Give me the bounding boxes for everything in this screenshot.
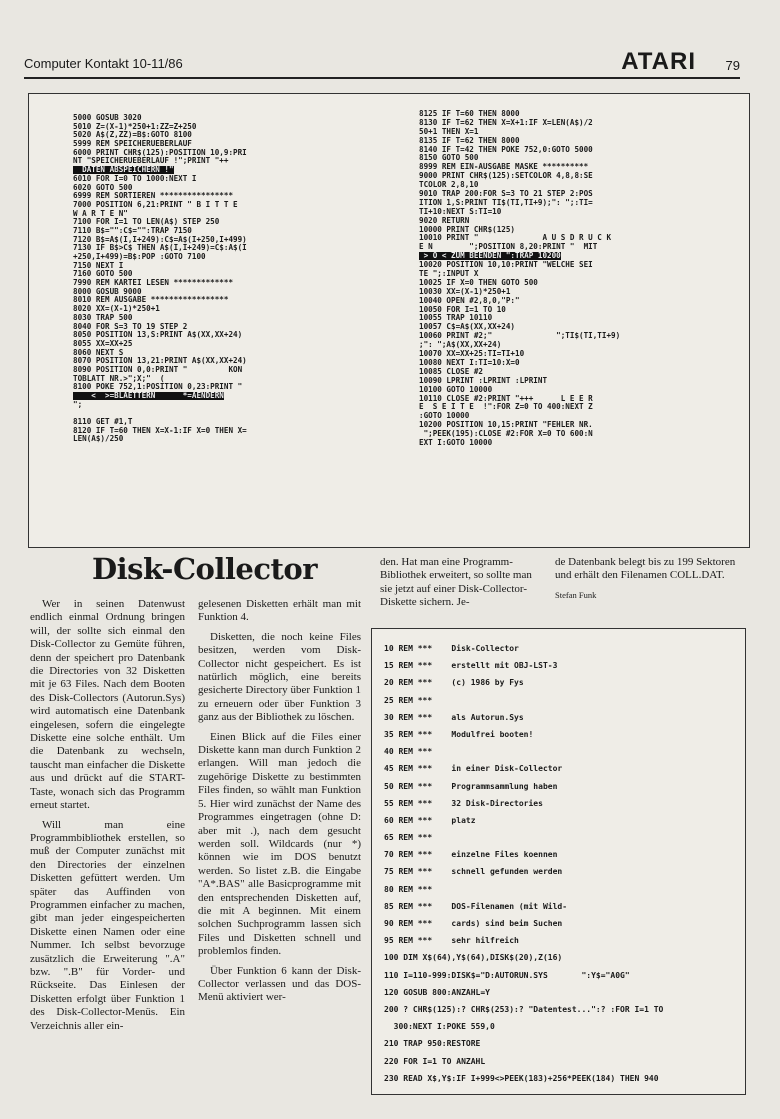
code-text: 20 REM *** (c) 1986 by Fys <box>384 678 524 688</box>
code-line <box>384 714 739 731</box>
code-text: TE ";:INPUT X <box>419 270 479 279</box>
code-line <box>73 331 373 340</box>
code-line <box>384 1075 739 1092</box>
code-line <box>73 114 373 123</box>
code-line <box>419 377 749 386</box>
code-line <box>73 401 373 410</box>
code-text: 8120 IF T=60 THEN X=X-1:IF X=0 THEN X= <box>73 426 247 435</box>
code-text: 7120 B$=A$(I,I+249):C$=A$(I+250,I+499) <box>73 235 247 244</box>
code-text: 8055 XX=XX+25 <box>73 339 133 348</box>
code-line <box>419 190 749 199</box>
code-text: 300:NEXT I:POKE 559,0 <box>384 1022 495 1032</box>
code-line <box>384 886 739 903</box>
code-text: 6000 PRINT CHR$(125):POSITION 10,9:PRI <box>73 148 247 157</box>
code-text: 10200 POSITION 10,15:PRINT "FEHLER NR. <box>419 421 593 430</box>
code-text: 75 REM *** schnell gefunden werden <box>384 867 563 877</box>
code-text: 40 REM *** <box>384 747 433 757</box>
code-text: 10060 PRINT #2;" ";TI$(TI,TI+9) <box>419 332 621 341</box>
code-line <box>419 146 749 155</box>
code-text: 10 REM *** Disk-Collector <box>384 644 519 653</box>
listing-2-lines <box>384 645 739 1092</box>
code-text: W A R T E N" <box>73 209 128 218</box>
code-line <box>73 366 373 375</box>
code-line <box>73 383 373 392</box>
code-line <box>419 270 749 279</box>
code-line <box>384 834 739 851</box>
code-text: LEN(A$)/250 <box>73 435 124 444</box>
code-line <box>419 403 749 412</box>
code-text: 8110 GET #1,T <box>73 418 133 427</box>
code-text: 30 REM *** als Autorun.Sys <box>384 712 524 722</box>
code-text: 10070 XX=XX+25:TI=TI+10 <box>419 350 525 359</box>
paragraph: Einen Blick auf die Files einer Diskette kann man durch Funktion 2 erlangen. Will man jedoch die zugehörige Diskette zu bestimmten Files finden, so wählt man Funktion 5. Hier wird zunächst der Name des Programmes eingetragen (ohne D: aber mit .), nach dem gesucht werden soll. Wildcards (nur *) können wie im DOS benutzt werden. So listet z.B. die Eingabe "A*.BAS" alle Basicprogramme mit den entsprechenden Disketten auf, die mit A beginnen. Mit einem solchen Suchprogramm lassen sich Files und Disketten schnell und problemlos finden. <box>198 730 361 958</box>
code-text: E S E I T E !":FOR Z=0 TO 400:NEXT Z <box>419 403 593 412</box>
code-line <box>419 368 749 377</box>
code-line <box>73 435 373 444</box>
code-text: 10030 XX=(X-1)*250+1 <box>419 287 511 296</box>
code-line <box>419 172 749 181</box>
code-text: 8040 FOR S=3 TO 19 STEP 2 <box>73 322 188 331</box>
code-line <box>73 357 373 366</box>
code-line <box>73 244 373 253</box>
code-text: 10100 GOTO 10000 <box>419 385 493 394</box>
code-text: 8090 POSITION 0,0:PRINT " KON <box>73 365 243 374</box>
code-line <box>384 679 739 696</box>
header-rule <box>24 77 740 79</box>
code-text: +250,I+499)=B$:POP :GOTO 7100 <box>73 253 206 261</box>
code-text: 9010 TRAP 200:FOR S=3 TO 21 STEP 2:POS <box>419 190 593 199</box>
code-line <box>384 1040 739 1057</box>
code-line <box>73 296 373 305</box>
code-text: 7990 REM KARTEI LESEN ************* <box>73 279 234 288</box>
code-text: 8999 REM EIN-AUSGABE MASKE ********** <box>419 163 589 172</box>
code-line <box>73 305 373 314</box>
code-line <box>73 270 373 279</box>
code-text: 8030 TRAP 500 <box>73 313 133 322</box>
article-column-3 <box>380 556 540 616</box>
code-text: 6020 GOTO 500 <box>73 183 133 192</box>
code-text: 80 REM *** <box>384 884 433 894</box>
code-text: ";PEEK(195):CLOSE #2:FOR X=0 TO 600:N <box>419 430 593 439</box>
code-text: ITION 1,S:PRINT TI$(TI,TI+9);": ";:TI= <box>419 198 593 207</box>
code-text: 7160 GOTO 500 <box>73 270 133 279</box>
code-line <box>419 234 749 243</box>
code-line <box>419 386 749 395</box>
code-text: :GOTO 10000 <box>419 412 470 421</box>
code-text: "; <box>73 400 83 409</box>
code-text: 5999 REM SPEICHERUEBERLAUF <box>73 140 192 149</box>
code-text: 45 REM *** in einer Disk-Collector <box>384 764 563 774</box>
code-line <box>384 817 739 834</box>
code-line <box>384 903 739 920</box>
code-line <box>73 175 373 184</box>
code-line <box>419 252 749 261</box>
code-text: 70 REM *** einzelne Files koennen <box>384 850 558 860</box>
code-text: 5020 A$(Z,ZZ)=B$:GOTO 8100 <box>73 131 192 140</box>
code-line <box>419 137 749 146</box>
code-text: 8070 POSITION 13,21:PRINT A$(XX,XX+24) <box>73 357 247 366</box>
code-text: 55 REM *** 32 Disk-Directories <box>384 798 543 808</box>
magazine-name: Computer Kontakt 10-11/86 <box>24 56 183 71</box>
code-line <box>384 868 739 885</box>
code-text: 10057 C$=A$(XX,XX+24) <box>419 323 516 332</box>
code-text: 10020 POSITION 10,10:PRINT "WELCHE SEI <box>419 261 593 270</box>
code-line <box>73 314 373 323</box>
code-text: 9000 PRINT CHR$(125):SETCOLOR 4,8,8:SE <box>419 172 593 181</box>
code-text: 8020 XX=(X-1)*250+1 <box>73 305 160 314</box>
code-line <box>73 253 373 262</box>
code-text: 50 REM *** Programmsammlung haben <box>384 781 558 791</box>
code-text: 65 REM *** <box>384 833 433 843</box>
code-line <box>73 279 373 288</box>
code-text: EXT I:GOTO 10000 <box>419 438 493 447</box>
code-line <box>419 341 749 350</box>
code-text: 10050 FOR I=1 TO 10 <box>419 305 506 314</box>
code-text: 200 ? CHR$(125):? CHR$(253):? "Datentest...":? :FOR I=1 TO <box>384 1004 664 1014</box>
code-text: 7130 IF B$>C$ THEN A$(I,I+249)=C$:A$(I <box>73 244 247 253</box>
code-line <box>73 201 373 210</box>
code-text: 10010 PRINT " A U S D R U C K <box>419 234 612 243</box>
code-line <box>384 1058 739 1075</box>
code-line <box>419 395 749 404</box>
code-text: TI+10:NEXT S:TI=10 <box>419 207 502 216</box>
listing-right-column <box>419 110 749 448</box>
code-line <box>73 227 373 236</box>
code-line <box>73 375 373 384</box>
paragraph: den. Hat man eine Programm-Bibliothek erweitert, so sollte man sie jetzt auf einer Disk-Collector-Diskette sichern. Je- <box>380 556 532 609</box>
code-line <box>419 119 749 128</box>
code-line <box>384 731 739 748</box>
code-line <box>73 184 373 193</box>
code-text: 9020 RETURN <box>419 216 470 225</box>
code-line <box>73 409 373 418</box>
code-line <box>384 697 739 714</box>
code-line <box>73 210 373 219</box>
code-text: 8100 POKE 752,1:POSITION 0,23:PRINT " <box>73 383 243 392</box>
code-line <box>73 323 373 332</box>
code-text: E N ";POSITION 8,20:PRINT " MIT <box>419 243 598 252</box>
code-line <box>73 288 373 297</box>
code-text: 8060 NEXT S <box>73 348 124 357</box>
paragraph: de Datenbank belegt bis zu 199 Sektoren und erhält den Filenamen COLL.DAT. <box>555 556 736 582</box>
code-text: TCOLOR 2,8,10 <box>419 181 479 190</box>
code-line <box>419 314 749 323</box>
code-line <box>73 340 373 349</box>
code-line <box>73 149 373 158</box>
code-text: 25 REM *** <box>384 695 433 705</box>
code-line <box>73 166 373 175</box>
code-line <box>384 662 739 679</box>
code-text: 10055 TRAP 10110 <box>419 314 493 323</box>
code-line <box>384 645 739 662</box>
code-text: 8140 IF T=42 THEN POKE 752,0:GOTO 5000 <box>419 145 593 154</box>
code-line <box>384 989 739 1006</box>
code-text: 35 REM *** Modulfrei booten! <box>384 729 534 739</box>
code-line <box>419 332 749 341</box>
code-line <box>384 972 739 989</box>
code-line <box>384 1006 739 1023</box>
code-text: 100 DIM X$(64),Y$(64),DISK$(20),Z(16) <box>384 953 563 963</box>
code-text: DATEN ABSPEICHERN !" <box>73 166 174 175</box>
code-text: 7000 POSITION 6,21:PRINT " B I T T E <box>73 200 238 209</box>
code-text: 10085 CLOSE #2 <box>419 367 484 376</box>
code-line <box>419 350 749 359</box>
code-line <box>73 131 373 140</box>
code-text: 220 FOR I=1 TO ANZAHL <box>384 1056 486 1066</box>
section-title: ATARI <box>621 48 696 75</box>
page-number: 79 <box>725 58 740 73</box>
code-text: ;": ";A$(XX,XX+24) <box>419 341 502 350</box>
code-text: 8130 IF T=62 THEN X=X+1:IF X=LEN(A$)/2 <box>419 118 593 127</box>
code-line <box>73 392 373 401</box>
code-text: > O < ZUM BEENDEN ":TRAP 10200 <box>419 252 561 261</box>
code-text: 8010 REM AUSGABE ***************** <box>73 296 229 305</box>
code-line <box>419 226 749 235</box>
code-text: 6010 FOR I=0 TO 1000:NEXT I <box>73 174 197 183</box>
code-text: 8135 IF T=62 THEN 8000 <box>419 136 520 145</box>
code-text: 85 REM *** DOS-Filenamen (mit Wild- <box>384 901 568 911</box>
code-text: < >=BLAETTERN *=AENDERN <box>73 392 224 400</box>
code-line <box>384 937 739 954</box>
code-line <box>384 851 739 868</box>
code-text: TOBLATT NR.>";X;" ( <box>73 374 165 383</box>
code-text: NT "SPEICHERUEBERLAUF !";PRINT "++ <box>73 157 229 166</box>
code-line <box>419 306 749 315</box>
code-text: 7100 FOR I=1 TO LEN(A$) STEP 250 <box>73 218 220 227</box>
code-line <box>419 421 749 430</box>
code-line <box>419 110 749 119</box>
code-line <box>73 236 373 245</box>
code-text: 10025 IF X=0 THEN GOTO 500 <box>419 278 538 287</box>
listing-left-column <box>73 114 373 444</box>
code-line <box>384 920 739 937</box>
code-line <box>384 765 739 782</box>
code-text: 6999 REM SORTIEREN **************** <box>73 192 234 201</box>
article-column-2 <box>198 598 361 1011</box>
code-line <box>384 800 739 817</box>
code-line <box>419 217 749 226</box>
code-text: 95 REM *** sehr hilfreich <box>384 936 519 946</box>
code-line <box>73 140 373 149</box>
code-text: 7110 B$="":C$="":TRAP 7150 <box>73 226 192 235</box>
code-line <box>419 279 749 288</box>
code-line <box>419 359 749 368</box>
code-line <box>419 128 749 137</box>
code-line <box>419 288 749 297</box>
code-line <box>419 261 749 270</box>
page-header <box>24 48 740 76</box>
code-text: 8000 GOSUB 9000 <box>73 287 142 296</box>
code-line <box>419 243 749 252</box>
code-text: 8150 GOTO 500 <box>419 154 479 163</box>
code-text: 10080 NEXT I:TI=10:X=0 <box>419 358 520 367</box>
code-text: 10000 PRINT CHR$(125) <box>419 225 516 234</box>
code-line <box>384 748 739 765</box>
code-text: 10040 OPEN #2,8,0,"P:" <box>419 296 520 305</box>
article-title: Disk-Collector <box>92 552 318 586</box>
code-text: 8050 POSITION 13,S:PRINT A$(XX,XX+24) <box>73 331 243 340</box>
paragraph: Disketten, die noch keine Files besitzen, werden vom Disk-Collector nicht gespeichert. Es ist natürlich möglich, eine bereits gesicherte Directory über Funktion 1 zu erneuern oder über Funktion 3 ganz aus der Bibliothek zu löschen. <box>198 630 361 724</box>
code-line <box>384 954 739 971</box>
code-line <box>73 262 373 271</box>
code-line <box>73 157 373 166</box>
code-text: 120 GOSUB 800:ANZAHL=Y <box>384 987 490 997</box>
code-text: 210 TRAP 950:RESTORE <box>384 1039 481 1049</box>
code-line <box>73 218 373 227</box>
code-line <box>419 412 749 421</box>
code-text: 60 REM *** platz <box>384 815 476 825</box>
code-text: 50+1 THEN X=1 <box>419 127 479 136</box>
basic-listing-box <box>28 93 750 548</box>
code-text: 10090 LPRINT :LPRINT :LPRINT <box>419 376 548 385</box>
code-text: 110 I=110-999:DISK$="D:AUTORUN.SYS ":Y$="A0G" <box>384 970 630 980</box>
code-line <box>419 181 749 190</box>
code-line <box>419 297 749 306</box>
code-text: 8125 IF T=60 THEN 8000 <box>419 110 520 118</box>
code-line <box>73 418 373 427</box>
code-line <box>419 439 749 448</box>
code-line <box>419 163 749 172</box>
code-line <box>384 783 739 800</box>
code-line <box>419 430 749 439</box>
code-text: 5010 Z=(X-1)*250+1:ZZ=Z+250 <box>73 122 197 131</box>
paragraph: Will man eine Programmbibliothek erstellen, so muß der Computer zunächst mit den Directories der einzelnen Disketten gefüttert werden. Um später das Auffinden von Programmen einfacher zu machen, gibt man jeder eingespeicherten Diskette einen Namen oder eine Nummer. Ich selbst bevorzuge zusätzlich die Erweiterung ".A" bzw. ".B" für Vorder- und Rückseite. Das Einlesen der Disketten erfolgt über Funktion 1 des Disk-Collector-Menüs. Ein Verzeichnis aller ein- <box>30 818 185 1032</box>
code-line <box>419 154 749 163</box>
code-line <box>73 192 373 201</box>
paragraph: gelesenen Disketten erhält man mit Funktion 4. <box>198 598 361 624</box>
paragraph: Über Funktion 6 kann der Disk-Collector verlassen und das DOS-Menü aktiviert wer- <box>198 964 361 1004</box>
code-line <box>384 1023 739 1040</box>
code-line <box>73 123 373 132</box>
code-text: 5000 GOSUB 3020 <box>73 114 142 122</box>
paragraph: Wer in seinen Datenwust endlich einmal Ordnung bringen will, der sollte sich einmal den Disk-Collector zu Gemüte führen, denn der speichert pro Datenbank die Directories von 32 Disketten mit je 63 Files. Nach dem Booten des Disk-Collectors (Autorun.Sys) wird automatisch eine Datenbank eingelesen, sofern die eingelegte Diskette eine solche enthält. Um die Datenbank zu wechseln, tauscht man einfacher die Diskette aus und drückt auf die START-Taste, wonach sich das Programm erneut startet. <box>30 598 185 812</box>
code-line <box>419 208 749 217</box>
code-text: 7150 NEXT I <box>73 261 124 270</box>
code-line <box>73 427 373 436</box>
code-text: 10110 CLOSE #2:PRINT "+++ L E E R <box>419 394 593 403</box>
article-column-4 <box>555 556 740 602</box>
disk-collector-listing-box <box>371 628 746 1095</box>
code-line <box>419 199 749 208</box>
code-line <box>73 349 373 358</box>
author-name: Stefan Funk <box>555 589 597 600</box>
code-text: 15 REM *** erstellt mit OBJ-LST-3 <box>384 661 558 671</box>
code-line <box>419 323 749 332</box>
code-text: 230 READ X$,Y$:IF I+999<>PEEK(183)+256*PEEK(184) THEN 940 <box>384 1073 659 1083</box>
article-column-1 <box>30 598 185 1039</box>
code-text: 90 REM *** cards) sind beim Suchen <box>384 919 563 928</box>
